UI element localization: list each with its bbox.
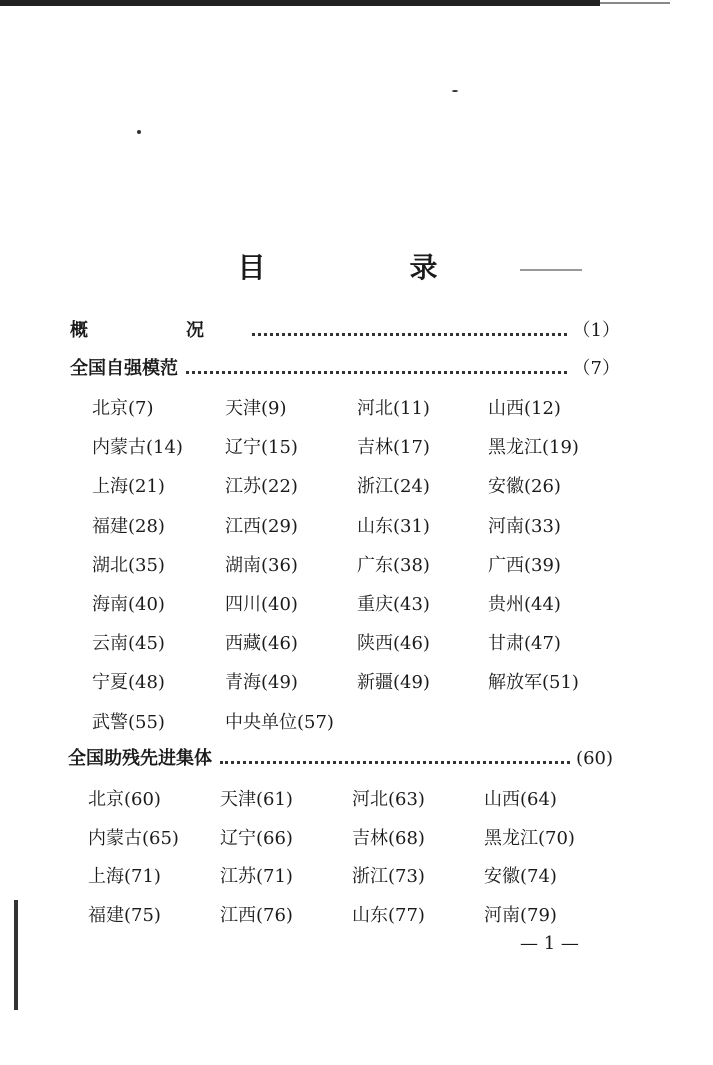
toc-entry[interactable]: 湖北(35) <box>92 554 165 576</box>
toc-entry[interactable]: 河南(33) <box>488 515 561 537</box>
toc-entry[interactable]: 河南(79) <box>484 904 557 926</box>
toc-entry[interactable]: 福建(75) <box>88 904 161 926</box>
toc-section-label: 概 况 <box>70 320 244 341</box>
toc-entry[interactable]: 青海(49) <box>225 672 298 694</box>
toc-entry[interactable]: 西藏(46) <box>225 633 298 655</box>
toc-entry[interactable]: 甘肃(47) <box>488 633 561 655</box>
toc-entry[interactable]: 陕西(46) <box>357 633 430 655</box>
dot-leader <box>252 332 567 336</box>
page-title: 目 录 <box>237 251 496 284</box>
toc-entry[interactable]: 云南(45) <box>92 633 165 655</box>
scan-edge-shadow <box>14 900 18 1010</box>
toc-entry[interactable]: 福建(28) <box>92 515 165 537</box>
toc-entry[interactable]: 内蒙古(14) <box>92 437 183 459</box>
toc-entry[interactable]: 北京(60) <box>88 789 161 810</box>
toc-entry[interactable]: 黑龙江(19) <box>488 437 579 459</box>
toc-page-ref: （1） <box>572 320 620 341</box>
toc-section-label: 全国自强模范 <box>70 358 178 379</box>
toc-page-ref: (60) <box>576 748 613 769</box>
toc-entry[interactable]: 黑龙江(70) <box>484 827 575 849</box>
toc-entry[interactable]: 广西(39) <box>488 554 561 576</box>
toc-entry[interactable]: 天津(61) <box>220 789 293 810</box>
toc-entry[interactable]: 山西(12) <box>488 398 561 419</box>
toc-entry[interactable]: 上海(21) <box>92 476 165 498</box>
toc-entry[interactable]: 辽宁(15) <box>225 437 298 459</box>
scan-top-border <box>0 0 600 6</box>
scan-speck <box>137 130 141 134</box>
toc-section-advanced-groups[interactable] <box>68 744 613 770</box>
toc-section-overview[interactable] <box>70 316 620 342</box>
toc-entry[interactable]: 重庆(43) <box>357 594 430 615</box>
toc-entry[interactable]: 江苏(22) <box>225 476 298 498</box>
toc-entry[interactable]: 河北(11) <box>357 398 430 419</box>
toc-entry[interactable]: 辽宁(66) <box>220 827 293 849</box>
toc-section-role-models[interactable] <box>70 354 620 380</box>
toc-entry[interactable]: 山西(64) <box>484 789 557 810</box>
toc-entry[interactable]: 吉林(17) <box>357 437 430 459</box>
dot-leader <box>220 760 570 764</box>
toc-entry[interactable]: 北京(7) <box>92 398 154 419</box>
toc-entry[interactable]: 宁夏(48) <box>92 672 165 694</box>
toc-entry[interactable]: 河北(63) <box>352 789 425 810</box>
toc-entry[interactable]: 安徽(26) <box>488 476 561 498</box>
toc-entry[interactable]: 新疆(49) <box>357 672 430 694</box>
toc-entry[interactable]: 上海(71) <box>88 866 161 887</box>
toc-entry[interactable]: 山东(77) <box>352 904 425 926</box>
toc-entry[interactable]: 中央单位(57) <box>225 711 334 733</box>
toc-section-label: 全国助残先进集体 <box>68 748 212 769</box>
toc-entry[interactable]: 浙江(73) <box>352 866 425 887</box>
page-number: — 1 — <box>520 933 579 954</box>
toc-entry[interactable]: 山东(31) <box>357 515 430 537</box>
toc-entry[interactable]: 海南(40) <box>92 594 165 615</box>
toc-entry[interactable]: 浙江(24) <box>357 476 430 498</box>
toc-entry[interactable]: 内蒙古(65) <box>88 827 179 849</box>
toc-entry[interactable]: 江苏(71) <box>220 866 293 887</box>
toc-entry[interactable]: 江西(29) <box>225 515 298 537</box>
scan-top-border-fade <box>600 2 670 4</box>
toc-entry[interactable]: 天津(9) <box>225 398 287 419</box>
toc-entry[interactable]: 湖南(36) <box>225 554 298 576</box>
toc-entry[interactable]: 解放军(51) <box>488 672 579 694</box>
toc-entry[interactable]: 武警(55) <box>92 711 165 733</box>
dot-leader <box>186 370 567 374</box>
toc-entry[interactable]: 四川(40) <box>225 594 298 615</box>
toc-entry[interactable]: 吉林(68) <box>352 827 425 849</box>
toc-entry[interactable]: 广东(38) <box>357 554 430 576</box>
toc-page-ref: （7） <box>572 358 620 379</box>
toc-entry[interactable]: 安徽(74) <box>484 866 557 887</box>
toc-entry[interactable]: 贵州(44) <box>488 594 561 615</box>
scan-speck <box>452 90 458 92</box>
toc-entry[interactable]: 江西(76) <box>220 904 293 926</box>
